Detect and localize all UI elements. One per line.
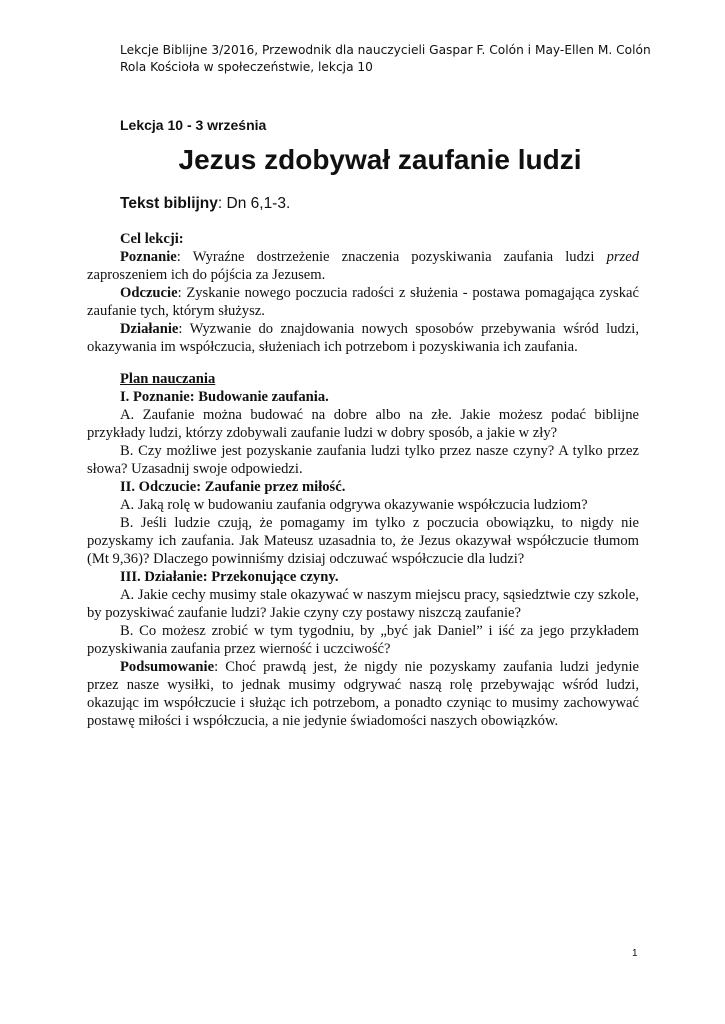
knowing-label: Poznanie [120, 249, 177, 265]
page-number: 1 [632, 948, 638, 959]
section-3-item-b: B. Co możesz zrobić w tym tygodniu, by „być jak Daniel” i iść za jego przykładem pozyskiwania zaufania przez wierność i uczciwość? [87, 623, 639, 657]
section-1-heading: I. Poznanie: Budowanie zaufania. [120, 389, 329, 405]
goal-heading: Cel lekcji: [120, 231, 184, 247]
section-2-item-a: A. Jaką rolę w budowaniu zaufania odgrywa okazywanie współczucia ludziom? [120, 497, 588, 513]
running-header [120, 42, 680, 76]
goal-knowing: Poznanie: Wyraźne dostrzeżenie znaczenia pozyskiwania zaufania ludzi przed zaproszeniem ich do pójścia za Jezusem. [87, 249, 639, 283]
summary: Podsumowanie: Choć prawdą jest, że nigdy nie pozyskamy zaufania ludzi jedynie przez nasze wysiłki, to jednak musimy odgrywać naszą rolę przebywając wśród ludzi, okazując im współczucie i służąc ich potrzebom, a ponadto czyniąc to musimy zachowywać postawę miłości i współczucia, a nie jedynie świadomości naszych obowiązków. [87, 659, 639, 729]
bible-text-label: Tekst biblijny [120, 195, 218, 212]
goal-action: Działanie: Wyzwanie do znajdowania nowych sposobów przebywania wśród ludzi, okazywania im współczucia, służeniach ich potrzebom i pozyskiwania ich zaufania. [87, 321, 639, 355]
section-1-item-b: B. Czy możliwe jest pozyskanie zaufania ludzi tylko przez nasze czyny? A tylko przez słowa? Uzasadnij swoje odpowiedzi. [87, 443, 639, 477]
bible-text-reference [120, 195, 290, 213]
header-line-1: Lekcje Biblijne 3/2016, Przewodnik dla nauczycieli Gaspar F. Colón i May-Ellen M. Colón [120, 43, 651, 57]
bible-text-value: : Dn 6,1-3. [217, 195, 291, 212]
lesson-body [87, 230, 639, 730]
summary-label: Podsumowanie [120, 659, 215, 675]
feeling-label: Odczucie [120, 285, 178, 301]
section-1-item-a: A. Zaufanie można budować na dobre albo na złe. Jakie możesz podać biblijne przykłady ludzi, którzy zdobywali zaufanie ludzi w dobry sposób, a jakie w zły? [87, 407, 639, 441]
page-title: Jezus zdobywał zaufanie ludzi [178, 144, 582, 175]
section-2-heading: II. Odczucie: Zaufanie przez miłość. [120, 479, 346, 495]
goal-feeling: Odczucie: Zyskanie nowego poczucia radości z służenia - postawa pomagająca zyskać zaufanie tych, którym służysz. [87, 285, 639, 319]
lesson-number: Lekcja 10 - 3 września [120, 117, 267, 133]
section-3-heading: III. Działanie: Przekonujące czyny. [120, 569, 339, 585]
header-line-2: Rola Kościoła w społeczeństwie, lekcja 10 [120, 60, 373, 74]
section-3-item-a: A. Jakie cechy musimy stale okazywać w naszym miejscu pracy, sąsiedztwie czy szkole, by pozyskiwać zaufanie ludzi? Jakie czyny czy postawy niszczą zaufanie? [87, 587, 639, 621]
spacer [87, 356, 639, 370]
section-2-item-b: B. Jeśli ludzie czują, że pomagamy im tylko z poczucia obowiązku, to nigdy nie pozyskamy ich zaufania. Jak Mateusz uzasadnia to, że Jezus okazywał współczucie tłumom (Mt 9,36)? Dlaczego powinniśmy dzisiaj odczuwać współczucie dla ludzi? [87, 515, 639, 567]
plan-heading: Plan nauczania [120, 371, 216, 387]
action-label: Działanie [120, 321, 179, 337]
